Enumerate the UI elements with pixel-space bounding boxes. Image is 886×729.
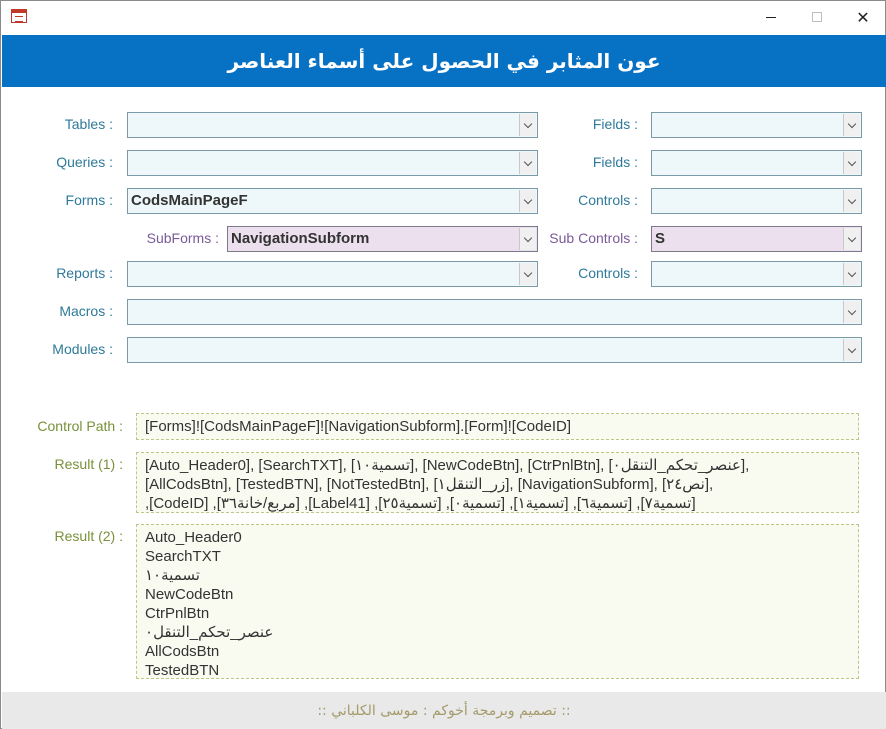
- tables-label: Tables :: [64, 116, 113, 132]
- modules-label: Modules :: [52, 341, 113, 357]
- result2-item: تسمية١٠: [145, 567, 200, 584]
- chevron-down-icon: [524, 268, 532, 276]
- controls-combo-1[interactable]: [651, 188, 862, 214]
- result1-line: [تسمية٧], [تسمية٦], [تسمية١], [تسمية٠], [تسمية٢٥], [Label41], [مربع/خانة٣٦], [CodeID],: [145, 495, 696, 512]
- result2-item: TestedBTN: [145, 662, 220, 679]
- result1-line: [AllCodsBtn], [TestedBTN], [NotTestedBtn], [زر_التنقل١], [NavigationSubform], [نص٢٤],: [145, 476, 714, 493]
- tables-combo[interactable]: [127, 112, 538, 138]
- sub-controls-label: Sub Controls :: [549, 230, 638, 246]
- chevron-down-icon: [524, 233, 532, 241]
- macros-combo[interactable]: [127, 299, 862, 325]
- control-path-text: [Forms]![CodsMainPageF]![NavigationSubform].[Form]![CodeID]: [145, 418, 571, 435]
- result2-item: CtrPnlBtn: [145, 605, 210, 622]
- modules-combo[interactable]: [127, 337, 862, 363]
- sub-controls-combo[interactable]: [651, 226, 862, 252]
- fields-dropdown-button-1[interactable]: [843, 114, 860, 136]
- chevron-down-icon: [848, 195, 856, 203]
- close-button[interactable]: [840, 1, 886, 33]
- header-banner: [2, 35, 886, 87]
- maximize-button[interactable]: [794, 1, 840, 33]
- forms-dropdown-button[interactable]: [519, 190, 536, 212]
- chevron-down-icon: [524, 157, 532, 165]
- forms-combo[interactable]: [127, 188, 538, 214]
- queries-dropdown-button[interactable]: [519, 152, 536, 174]
- chevron-down-icon: [848, 233, 856, 241]
- controls-dropdown-button-2[interactable]: [843, 263, 860, 285]
- forms-label: Forms :: [65, 192, 113, 208]
- control-path-box[interactable]: [136, 413, 859, 440]
- modules-dropdown-button[interactable]: [843, 339, 860, 361]
- subforms-value: NavigationSubform: [231, 230, 370, 247]
- chevron-down-icon: [524, 119, 532, 127]
- macros-label: Macros :: [59, 303, 113, 319]
- forms-value: CodsMainPageF: [131, 192, 248, 209]
- controls-combo-2[interactable]: [651, 261, 862, 287]
- minimize-button[interactable]: [748, 1, 794, 33]
- control-path-label: Control Path :: [37, 418, 123, 434]
- result1-line: [Auto_Header0], [SearchTXT], [تسمية١٠], [NewCodeBtn], [CtrPnlBtn], [عنصر_تحكم_التنقل٠],: [145, 457, 750, 474]
- form-icon: [11, 9, 27, 23]
- chevron-down-icon: [524, 195, 532, 203]
- maximize-icon: [812, 12, 822, 22]
- result2-item: AllCodsBtn: [145, 643, 220, 660]
- sub-controls-value: S: [655, 230, 666, 247]
- result2-box[interactable]: [136, 524, 859, 679]
- fields-combo-1[interactable]: [651, 112, 862, 138]
- fields-label-1: Fields :: [592, 116, 638, 132]
- result2-item: عنصر_تحكم_التنقل٠: [145, 624, 274, 641]
- fields-dropdown-button-2[interactable]: [843, 152, 860, 174]
- result2-item: NewCodeBtn: [145, 586, 234, 603]
- macros-dropdown-button[interactable]: [843, 301, 860, 323]
- chevron-down-icon: [848, 157, 856, 165]
- result2-item: SearchTXT: [145, 548, 221, 565]
- controls-dropdown-button-1[interactable]: [843, 190, 860, 212]
- result2-item: Auto_Header0: [145, 529, 242, 546]
- controls-label-1: Controls :: [578, 192, 638, 208]
- queries-combo[interactable]: [127, 150, 538, 176]
- title-bar: [1, 1, 885, 33]
- chevron-down-icon: [848, 268, 856, 276]
- subforms-combo[interactable]: [227, 226, 538, 252]
- result2-label: Result (2) :: [54, 528, 123, 544]
- footer: [2, 692, 886, 729]
- queries-label: Queries :: [56, 154, 113, 170]
- fields-label-2: Fields :: [592, 154, 638, 170]
- chevron-down-icon: [848, 344, 856, 352]
- controls-label-2: Controls :: [578, 265, 638, 281]
- result1-label: Result (1) :: [54, 456, 123, 472]
- result1-box[interactable]: [136, 452, 859, 513]
- tables-dropdown-button[interactable]: [519, 114, 536, 136]
- page-title: عون المثابر في الحصول على أسماء العناصر: [227, 49, 661, 73]
- reports-label: Reports :: [56, 265, 113, 281]
- close-icon: ✕: [856, 7, 870, 27]
- chevron-down-icon: [848, 119, 856, 127]
- sub-controls-dropdown-button[interactable]: [843, 228, 860, 250]
- subforms-label: SubForms :: [146, 230, 219, 246]
- subforms-dropdown-button[interactable]: [519, 228, 536, 250]
- reports-combo[interactable]: [127, 261, 538, 287]
- minimize-icon: [766, 17, 776, 18]
- chevron-down-icon: [848, 306, 856, 314]
- footer-credit: :: تصميم وبرمجة أخوكم : موسى الكلباني ::: [317, 702, 571, 719]
- reports-dropdown-button[interactable]: [519, 263, 536, 285]
- fields-combo-2[interactable]: [651, 150, 862, 176]
